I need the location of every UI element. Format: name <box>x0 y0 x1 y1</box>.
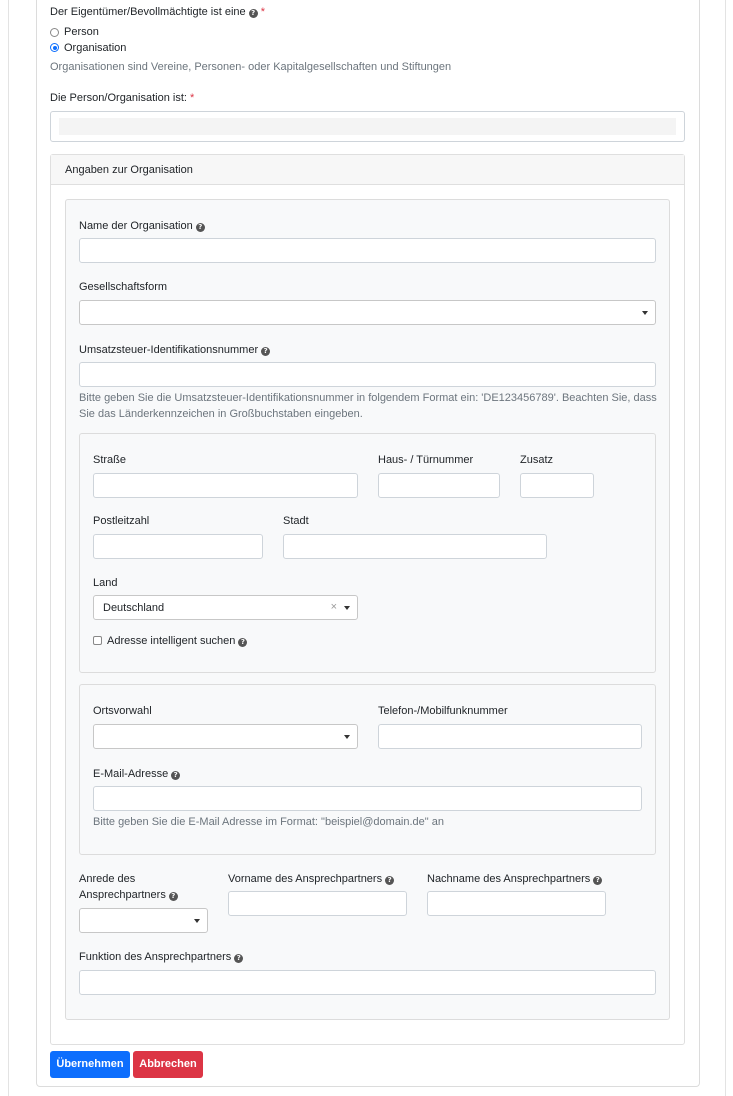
chevron-down-icon <box>344 606 350 610</box>
chevron-down-icon <box>642 311 648 315</box>
vat-label-text: Umsatzsteuer-Identifikationsnummer <box>79 344 259 356</box>
suffix-input[interactable] <box>520 473 594 498</box>
vat-hint-line2: Sie das Länderkennzeichen in Großbuchstaben eingeben. <box>79 408 363 420</box>
legal-form-label: Gesellschaftsform <box>79 281 168 293</box>
firstname-label-text: Vorname des Ansprechpartners <box>228 873 383 885</box>
required-marker: * <box>190 92 195 104</box>
house-number-input[interactable] <box>378 473 500 498</box>
radio-person-label[interactable]: Person <box>64 26 99 38</box>
vat-label <box>79 344 270 356</box>
person-org-label <box>50 92 194 104</box>
person-org-label-text: Die Person/Organisation ist: <box>50 92 187 104</box>
person-org-field[interactable] <box>50 111 685 142</box>
area-code-select[interactable] <box>93 724 358 749</box>
help-icon[interactable]: ? <box>238 638 247 647</box>
city-label: Stadt <box>283 515 309 527</box>
help-icon[interactable]: ? <box>261 347 270 356</box>
organisation-panel-header <box>51 155 684 185</box>
suffix-label: Zusatz <box>520 454 554 466</box>
email-label-text: E-Mail-Adresse <box>93 768 169 780</box>
zip-input[interactable] <box>93 534 263 559</box>
radio-organisation-label[interactable]: Organisation <box>64 42 127 54</box>
org-name-input[interactable] <box>79 238 656 263</box>
org-name-label-text: Name der Organisation <box>79 220 193 232</box>
radio-person[interactable] <box>50 28 59 37</box>
help-icon[interactable]: ? <box>196 223 205 232</box>
help-icon[interactable]: ? <box>171 771 180 780</box>
clear-icon[interactable]: × <box>330 601 337 613</box>
owner-type-label-text: Der Eigentümer/Bevollmächtigte ist eine <box>50 6 246 18</box>
help-icon[interactable]: ? <box>169 892 178 901</box>
function-label-text: Funktion des Ansprechpartners <box>79 951 232 963</box>
help-icon[interactable]: ? <box>234 954 243 963</box>
radio-organisation[interactable] <box>50 43 59 52</box>
street-input[interactable] <box>93 473 358 498</box>
cancel-button[interactable]: Abbrechen <box>133 1051 203 1078</box>
chevron-down-icon <box>344 735 350 739</box>
vat-hint-line1: Bitte geben Sie die Umsatzsteuer-Identifikationsnummer in folgendem Format ein: 'DE123456789'. Beachten Sie, dass <box>79 392 657 404</box>
help-icon[interactable]: ? <box>385 876 394 885</box>
person-org-placeholder <box>59 118 676 135</box>
street-label: Straße <box>93 454 127 466</box>
vat-input[interactable] <box>79 362 656 387</box>
salutation-label-line1: Anrede des <box>79 873 136 885</box>
apply-button[interactable]: Übernehmen <box>50 1051 130 1078</box>
email-hint: Bitte geben Sie die E-Mail Adresse im Format: "beispiel@domain.de" an <box>93 816 444 828</box>
organisation-hint: Organisationen sind Vereine, Personen- oder Kapitalgesellschaften und Stiftungen <box>50 61 452 73</box>
firstname-label <box>228 873 394 885</box>
email-input[interactable] <box>93 786 642 811</box>
lastname-label <box>427 873 602 885</box>
help-icon[interactable]: ? <box>593 876 602 885</box>
function-input[interactable] <box>79 970 656 995</box>
lastname-input[interactable] <box>427 891 606 916</box>
legal-form-select[interactable] <box>79 300 656 325</box>
lastname-label-text: Nachname des Ansprechpartners <box>427 873 591 885</box>
zip-label: Postleitzahl <box>93 515 150 527</box>
salutation-label-line2 <box>79 889 178 901</box>
smart-search-label-text: Adresse intelligent suchen <box>107 635 236 647</box>
country-label: Land <box>93 577 118 589</box>
smart-search-checkbox[interactable] <box>93 636 102 645</box>
salutation-select[interactable] <box>79 908 208 933</box>
area-code-label: Ortsvorwahl <box>93 705 152 717</box>
org-name-label <box>79 220 205 232</box>
organisation-panel-title: Angaben zur Organisation <box>65 164 193 176</box>
owner-type-label <box>50 6 265 18</box>
help-icon[interactable]: ? <box>249 9 258 18</box>
house-number-label: Haus- / Türnummer <box>378 454 474 466</box>
firstname-input[interactable] <box>228 891 407 916</box>
city-input[interactable] <box>283 534 547 559</box>
chevron-down-icon <box>194 919 200 923</box>
required-marker: * <box>260 6 265 18</box>
email-label <box>93 768 180 780</box>
country-select[interactable] <box>93 595 358 620</box>
smart-search-label[interactable] <box>107 635 247 647</box>
phone-input[interactable] <box>378 724 642 749</box>
phone-label: Telefon-/Mobilfunknummer <box>378 705 508 717</box>
function-label <box>79 951 243 963</box>
country-value: Deutschland <box>103 602 165 614</box>
salutation-label-text: Ansprechpartners <box>79 889 166 901</box>
